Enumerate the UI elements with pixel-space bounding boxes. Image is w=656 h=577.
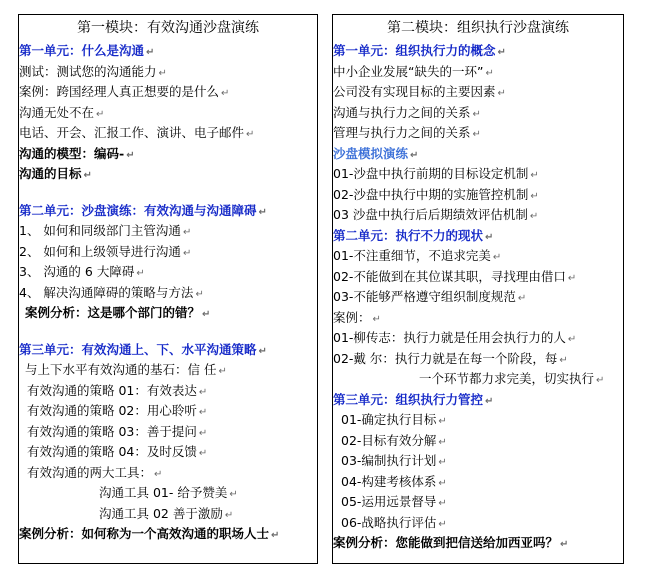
paragraph-mark-icon: ↵ — [246, 129, 255, 140]
line-text: 有效沟通的策略 02：用心聆听 — [27, 403, 197, 418]
text-line — [333, 123, 623, 144]
text-line — [19, 483, 317, 504]
paragraph-mark-icon: ↵ — [198, 448, 208, 459]
paragraph-mark-icon: ↵ — [372, 313, 381, 325]
paragraph-mark-icon: ↵ — [271, 530, 280, 541]
line-text: 1、 如何和同级部门主管沟通 — [19, 223, 181, 238]
line-text: 2、 如何和上级领导进行沟通 — [19, 243, 181, 259]
paragraph-mark-icon: ↵ — [485, 395, 494, 407]
line-text: 有效沟通的策略 01：有效表达 — [27, 382, 197, 398]
text-line — [333, 246, 623, 267]
paragraph-mark-icon: ↵ — [497, 47, 506, 58]
paragraph-mark-icon: ↵ — [567, 334, 577, 345]
module-1-column — [18, 14, 318, 564]
line-text: 第二单元：沙盘演练：有效沟通与沟通障碍 — [19, 202, 257, 218]
text-line — [19, 242, 317, 263]
text-line — [19, 262, 317, 283]
text-line — [19, 463, 317, 484]
paragraph-mark-icon: ↵ — [229, 489, 238, 500]
text-line — [19, 283, 317, 304]
module-1-lines — [19, 41, 317, 545]
text-line — [333, 492, 623, 513]
line-text: 沟通工具 01- 给予赞美 — [99, 485, 228, 500]
text-line — [19, 504, 317, 525]
blank-line — [19, 185, 317, 201]
paragraph-mark-icon: ↵ — [438, 498, 447, 509]
line-text: 案例： — [333, 309, 371, 325]
blank-line — [19, 324, 317, 340]
line-text: 第二单元：执行不力的现状 — [333, 227, 484, 243]
line-text: 沟通工具 02 善于激励 — [99, 505, 223, 521]
text-line — [333, 328, 623, 349]
paragraph-mark-icon: ↵ — [438, 416, 447, 427]
line-text: 02-目标有效分解 — [341, 432, 437, 448]
paragraph-mark-icon: ↵ — [497, 88, 506, 99]
paragraph-mark-icon: ↵ — [517, 293, 527, 304]
line-text: 有效沟通的策略 04：及时反馈 — [27, 444, 197, 459]
paragraph-mark-icon: ↵ — [218, 366, 227, 377]
line-text: 公司没有实现目标的主要因素 — [333, 84, 496, 99]
line-text: 01-确定执行目标 — [341, 412, 437, 427]
paragraph-mark-icon: ↵ — [596, 375, 605, 386]
text-line — [333, 513, 623, 534]
paragraph-mark-icon: ↵ — [202, 309, 211, 320]
text-line — [19, 360, 317, 381]
paragraph-mark-icon: ↵ — [530, 170, 539, 181]
line-text: 案例分析：如何称为一个高效沟通的职场人士 — [19, 526, 270, 541]
module-2-title: 第二模块：组织执行沙盘演练 — [387, 20, 569, 36]
line-text: 03-不能够严格遵守组织制度规范 — [333, 289, 516, 304]
line-text: 有效沟通的策略 03：善于提问 — [27, 423, 197, 439]
text-line — [19, 82, 317, 103]
line-text: 第三单元：有效沟通上、下、水平沟通策略 — [19, 341, 257, 357]
text-line — [19, 381, 317, 402]
text-line — [19, 123, 317, 144]
paragraph-mark-icon: ↵ — [438, 477, 447, 489]
line-text: 05-运用远景督导 — [341, 494, 437, 509]
text-line — [333, 164, 623, 185]
line-text: 03-编制执行计划 — [341, 453, 437, 468]
text-line — [333, 533, 623, 554]
line-text: 06-战略执行评估 — [341, 514, 437, 530]
line-text: 01-柳传志：执行力就是任用会执行力的人 — [333, 330, 566, 345]
line-text: 01-沙盘中执行前期的目标设定机制 — [333, 166, 529, 181]
unit-heading — [19, 41, 317, 62]
paragraph-mark-icon: ↵ — [438, 436, 447, 448]
text-line — [333, 451, 623, 472]
line-text: 3、 沟通的 6 大障碍 — [19, 264, 135, 279]
line-text: 03 沙盘中执行后后期绩效评估机制 — [333, 207, 528, 222]
text-line — [19, 442, 317, 463]
text-line — [333, 410, 623, 431]
paragraph-mark-icon: ↵ — [83, 170, 92, 181]
paragraph-mark-icon: ↵ — [224, 509, 234, 521]
text-line — [19, 401, 317, 422]
paragraph-mark-icon: ↵ — [485, 231, 494, 243]
line-text: 沟通无处不在 — [19, 104, 95, 120]
unit-heading — [333, 226, 623, 247]
text-line — [333, 369, 623, 390]
line-text: 沟通的目标 — [19, 166, 82, 181]
module-2-column — [332, 14, 624, 564]
paragraph-mark-icon: ↵ — [485, 67, 494, 79]
paragraph-mark-icon: ↵ — [146, 47, 155, 58]
paragraph-mark-icon: ↵ — [198, 407, 208, 418]
line-text: 02-沙盘中执行中期的实施管控机制 — [333, 186, 529, 202]
paragraph-mark-icon: ↵ — [195, 288, 204, 300]
paragraph-mark-icon: ↵ — [182, 247, 192, 259]
text-line — [333, 349, 623, 370]
text-line — [19, 103, 317, 124]
text-line — [333, 144, 623, 165]
paragraph-mark-icon: ↵ — [96, 108, 105, 120]
line-text: 有效沟通的两大工具： — [27, 464, 153, 480]
text-line — [333, 82, 623, 103]
unit-heading — [333, 41, 623, 62]
paragraph-mark-icon: ↵ — [198, 386, 208, 398]
unit-heading — [333, 390, 623, 411]
paragraph-mark-icon: ↵ — [560, 539, 569, 550]
text-line — [333, 62, 623, 83]
paragraph-mark-icon: ↵ — [438, 518, 447, 530]
paragraph-mark-icon: ↵ — [559, 354, 568, 366]
paragraph-mark-icon: ↵ — [258, 345, 267, 357]
paragraph-mark-icon: ↵ — [529, 211, 539, 222]
paragraph-mark-icon: ↵ — [198, 427, 208, 439]
line-text: 与上下水平有效沟通的基石：信 任 — [25, 362, 217, 377]
text-line — [19, 62, 317, 83]
text-line — [333, 185, 623, 206]
line-text: 测试：测试您的沟通能力 — [19, 63, 157, 79]
unit-heading — [19, 201, 317, 222]
text-line — [19, 164, 317, 185]
line-text: 电话、开会、汇报工作、演讲、电子邮件 — [19, 125, 245, 140]
text-line — [19, 524, 317, 545]
line-text: 沟通与执行力之间的关系 — [333, 104, 471, 120]
line-text: 第一单元：组织执行力的概念 — [333, 43, 496, 58]
text-line — [333, 267, 623, 288]
text-line — [19, 144, 317, 165]
paragraph-mark-icon: ↵ — [472, 129, 481, 140]
text-line — [333, 103, 623, 124]
paragraph-mark-icon: ↵ — [438, 457, 447, 468]
paragraph-mark-icon: ↵ — [154, 468, 163, 480]
line-text: 一个环节都力求完美，切实执行 — [419, 371, 595, 386]
text-line — [333, 205, 623, 226]
text-line — [333, 472, 623, 493]
paragraph-mark-icon: ↵ — [258, 206, 267, 218]
line-text: 案例分析：这是哪个部门的错？ — [25, 305, 201, 320]
text-line — [333, 308, 623, 329]
text-line — [19, 422, 317, 443]
line-text: 01-不注重细节，不追求完美 — [333, 248, 491, 263]
paragraph-mark-icon: ↵ — [472, 108, 481, 120]
paragraph-mark-icon: ↵ — [492, 252, 502, 263]
paragraph-mark-icon: ↵ — [182, 227, 192, 238]
line-text: 沟通的模型：编码- — [19, 145, 125, 161]
line-text: 第三单元：组织执行力管控 — [333, 391, 484, 407]
unit-heading — [19, 340, 317, 361]
paragraph-mark-icon: ↵ — [136, 268, 145, 279]
line-text: 02-不能做到在其位谋其职，寻找理由借口 — [333, 268, 566, 284]
line-text: 中小企业发展“缺失的一环” — [333, 63, 484, 79]
module-2-lines — [333, 41, 623, 554]
line-text: 案例：跨国经理人真正想要的是什么 — [19, 84, 220, 99]
line-text: 04-构建考核体系 — [341, 473, 437, 489]
module-1-title: 第一模块：有效沟通沙盘演练 — [77, 20, 259, 36]
line-text: 4、 解决沟通障碍的策略与方法 — [19, 284, 194, 300]
paragraph-mark-icon: ↵ — [126, 149, 135, 161]
paragraph-mark-icon: ↵ — [567, 272, 577, 284]
paragraph-mark-icon: ↵ — [410, 149, 419, 161]
text-line — [333, 287, 623, 308]
text-line — [19, 221, 317, 242]
paragraph-mark-icon: ↵ — [158, 67, 167, 79]
line-text: 管理与执行力之间的关系 — [333, 125, 471, 140]
line-text: 02-戴 尔：执行力就是在每一个阶段，每 — [333, 350, 558, 366]
line-text: 沙盘模拟演练 — [333, 145, 409, 161]
line-text: 案例分析：您能做到把信送给加西亚吗？ — [333, 535, 559, 550]
text-line — [333, 431, 623, 452]
text-line — [19, 303, 317, 324]
paragraph-mark-icon: ↵ — [221, 88, 230, 99]
line-text: 第一单元：什么是沟通 — [19, 43, 145, 58]
paragraph-mark-icon: ↵ — [530, 190, 539, 202]
